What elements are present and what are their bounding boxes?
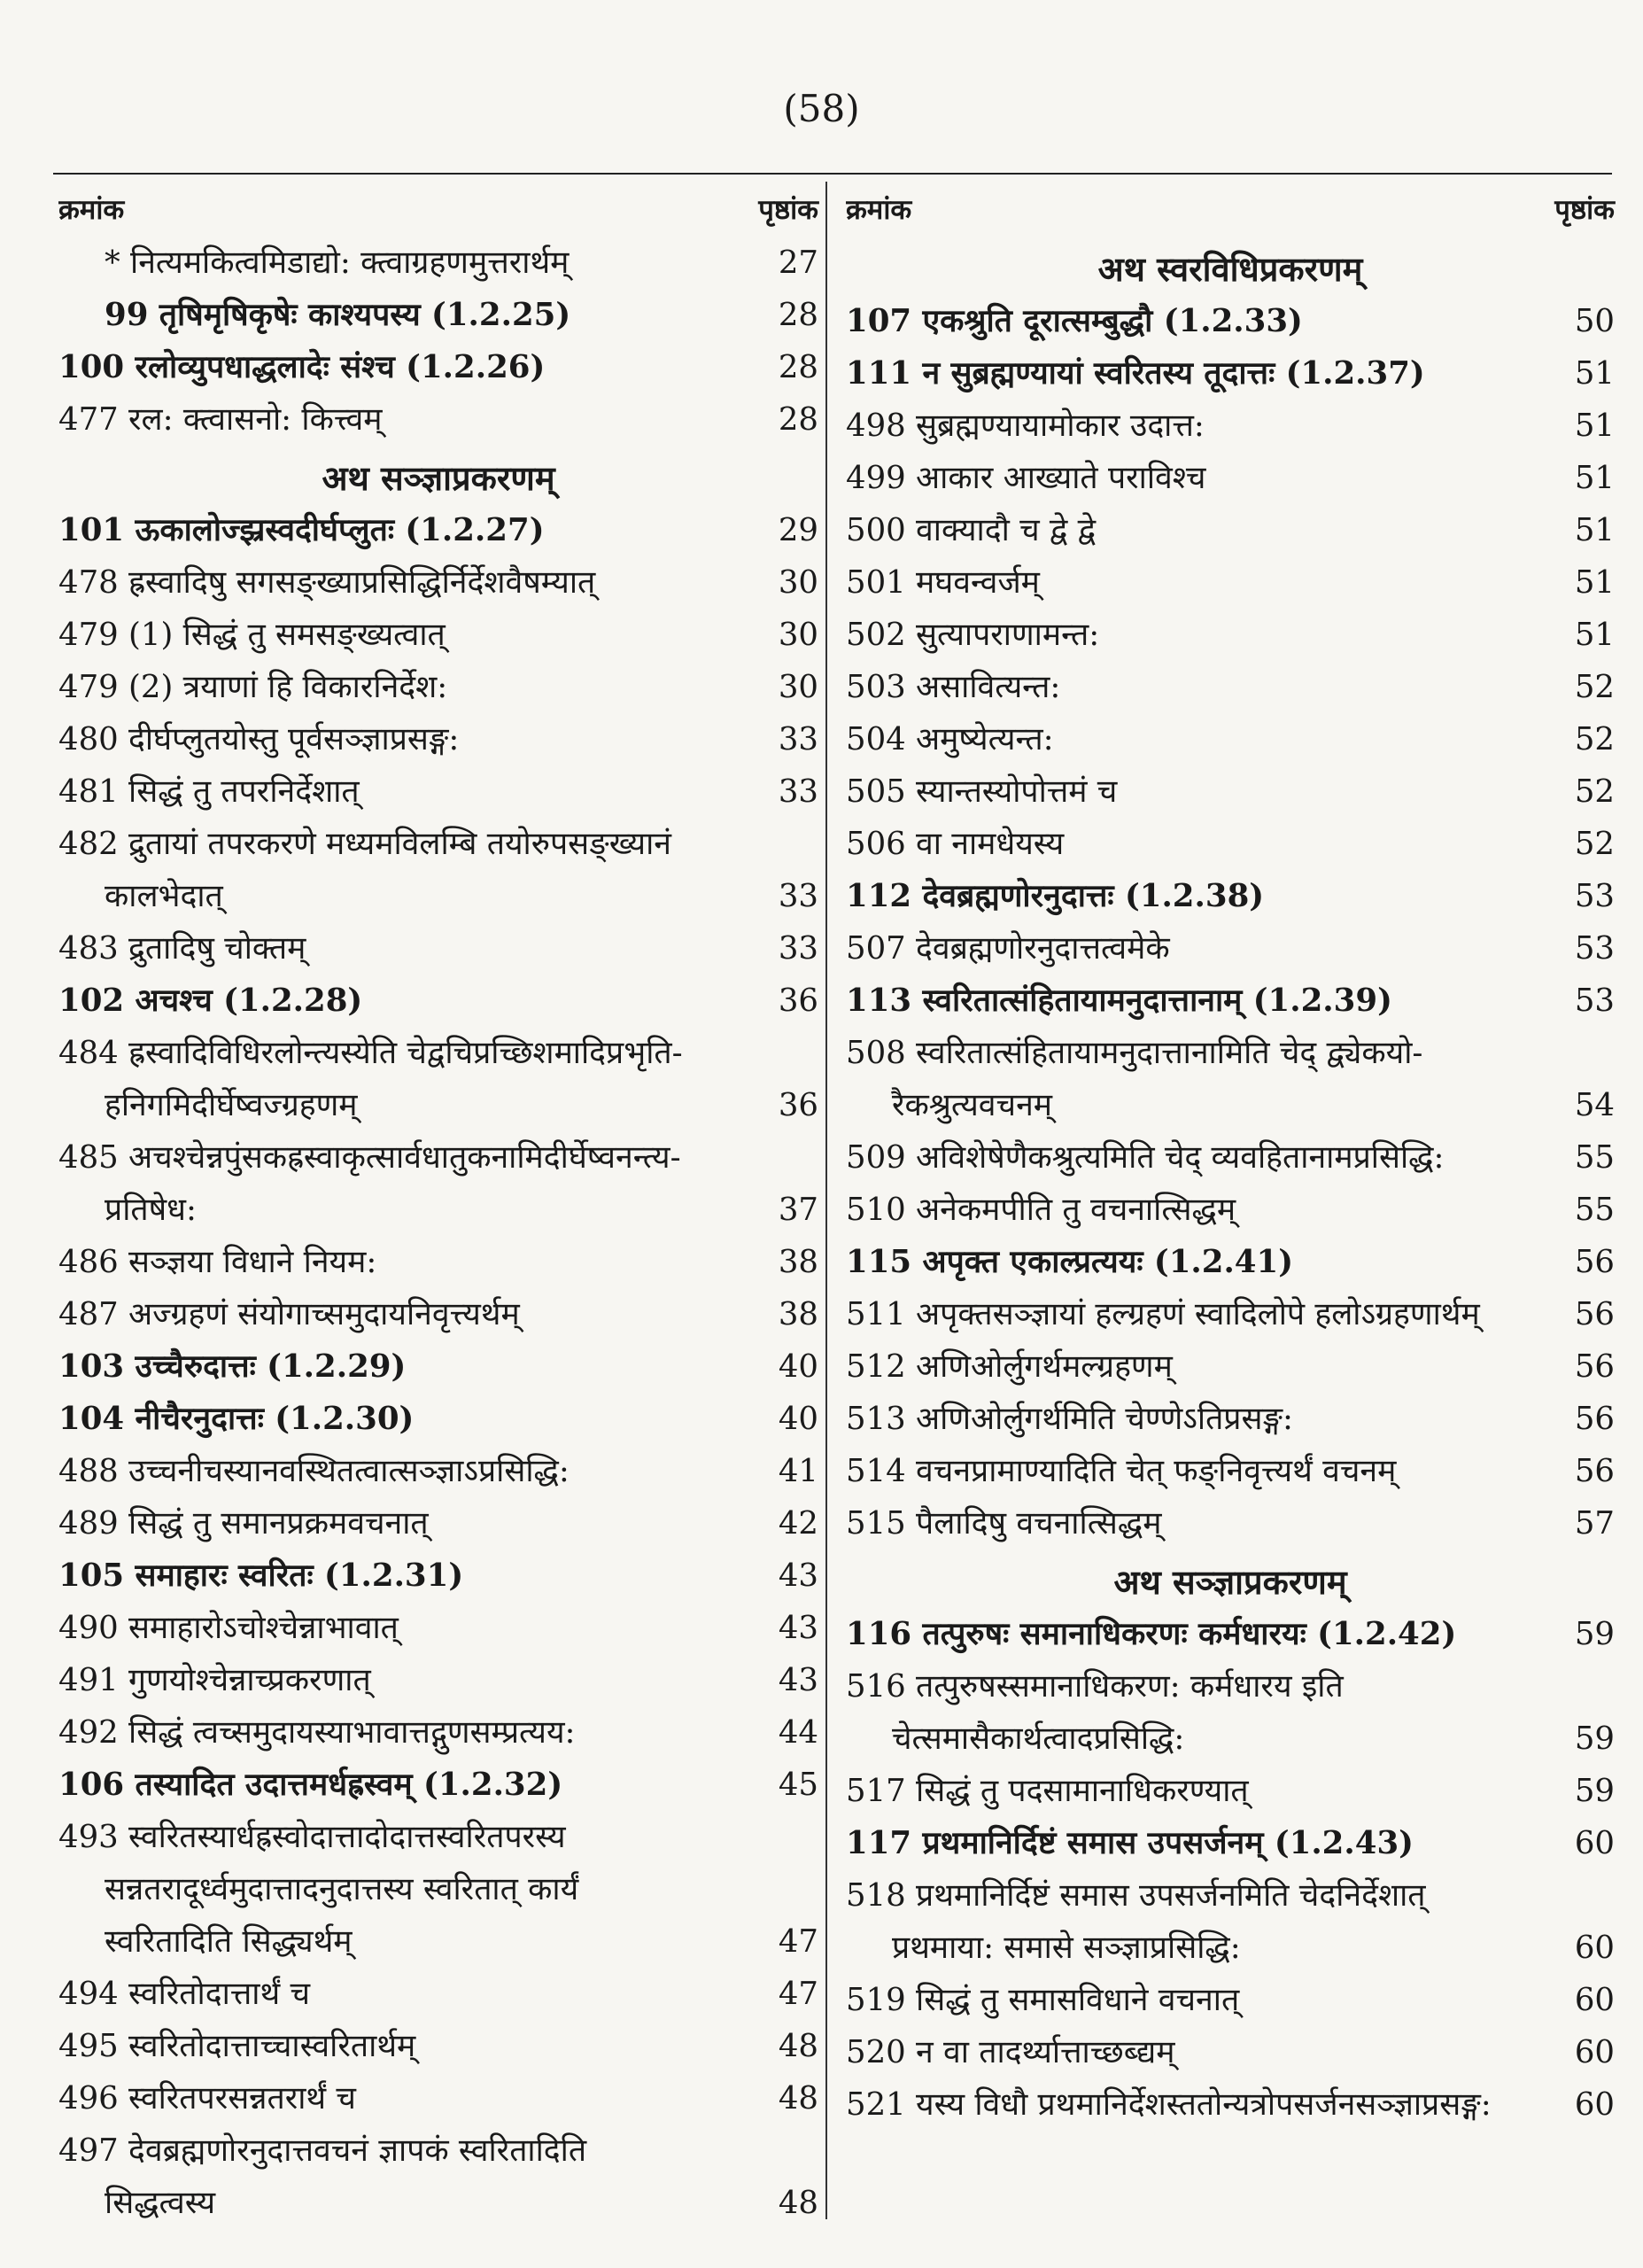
entry-text: 500 वाक्यादौ च द्वे द्वे xyxy=(846,512,1097,548)
left-column xyxy=(58,184,818,2229)
entry-text: 490 समाहारोऽचोश्चेन्नाभावात् xyxy=(58,1610,399,1646)
toc-entry xyxy=(58,237,818,289)
toc-entry xyxy=(58,1288,818,1340)
entry-page: 33 xyxy=(778,773,818,810)
entry-text: 489 सिद्धं तु समानप्रक्रमवचनात् xyxy=(58,1505,429,1542)
entry-text: प्रथमाया: समासे सञ्ज्ञाप्रसिद्धि: xyxy=(892,1930,1241,1966)
entry-page: 56 xyxy=(1574,1453,1615,1489)
entry-page: 56 xyxy=(1574,1244,1615,1280)
entry-text: 513 अणिओर्लुगर्थमिति चेण्णेऽतिप्रसङ्ग: xyxy=(846,1401,1293,1437)
entry-page: 33 xyxy=(778,721,818,757)
entry-page: 48 xyxy=(778,2080,818,2117)
entry-page: 27 xyxy=(778,245,818,281)
entry-page: 30 xyxy=(778,564,818,601)
entry-page: 38 xyxy=(778,1244,818,1280)
entry-text: 492 सिद्धं त्वच्समुदायस्याभावात्तद्गुणसम्प्रत्यय: xyxy=(58,1714,576,1751)
entry-text: 507 देवब्रह्मणोरनुदात्तत्वमेके xyxy=(846,930,1170,967)
section-heading-text: अथ स्वरविधिप्रकरणम् xyxy=(1097,249,1363,289)
toc-entry xyxy=(846,1608,1615,1660)
entry-page: 54 xyxy=(1574,1087,1615,1123)
toc-entry xyxy=(846,1817,1615,1869)
entry-text: 111 न सुब्रह्मण्यायां स्वरितस्य तूदात्तः (1.2.37) xyxy=(846,355,1425,392)
entry-text: 481 सिद्धं तु तपरनिर्देशात् xyxy=(58,773,360,810)
toc-entry xyxy=(58,818,818,870)
entry-page: 52 xyxy=(1574,669,1615,705)
entry-page: 41 xyxy=(778,1453,818,1489)
toc-entry xyxy=(58,341,818,393)
entry-page: 51 xyxy=(1574,564,1615,601)
entry-page: 43 xyxy=(778,1610,818,1646)
section-heading xyxy=(846,237,1615,295)
entry-page: 60 xyxy=(1574,1930,1615,1966)
entry-page: 51 xyxy=(1574,617,1615,653)
toc-entry xyxy=(58,1497,818,1550)
entry-text: कालभेदात् xyxy=(105,878,223,914)
entry-page: 38 xyxy=(778,1296,818,1332)
entry-text: 101 ऊकालोज्झ्रस्वदीर्घप्लुतः (1.2.27) xyxy=(58,512,545,548)
entry-page: 48 xyxy=(778,2185,818,2221)
entry-text: 116 तत्पुरुषः समानाधिकरणः कर्मधारयः (1.2.42) xyxy=(846,1616,1457,1652)
entry-text: 518 प्रथमानिर्दिष्टं समास उपसर्जनमिति चेदनिर्देशात् xyxy=(846,1877,1426,1914)
entry-text: 106 तस्यादित उदात्तमर्धह्रस्वम् (1.2.32) xyxy=(58,1767,563,1803)
entry-page: 36 xyxy=(778,983,818,1019)
toc-entry xyxy=(846,2078,1615,2131)
toc-entry xyxy=(58,1131,818,1184)
toc-entry xyxy=(58,2072,818,2124)
toc-entry xyxy=(846,1922,1615,1974)
entry-text: हनिगमिदीर्घेष्वज्ग्रहणम् xyxy=(105,1087,358,1123)
section-heading-text: अथ सञ्ज्ञाप्रकरणम् xyxy=(322,458,555,498)
toc-entry xyxy=(846,556,1615,609)
entry-text: 510 अनेकमपीति तु वचनात्सिद्धम् xyxy=(846,1192,1236,1228)
toc-entry xyxy=(846,661,1615,713)
toc-entry xyxy=(846,1079,1615,1131)
toc-entry xyxy=(846,922,1615,975)
toc-entry xyxy=(58,556,818,609)
entry-page: 47 xyxy=(778,1923,818,1960)
section-heading-text: अथ सञ्ज्ञाप्रकरणम् xyxy=(1113,1562,1347,1602)
entry-text: स्वरितादिति सिद्ध्यर्थम् xyxy=(105,1923,353,1960)
toc-entry xyxy=(58,1027,818,1079)
entry-text: 516 तत्पुरुषस्समानाधिकरण: कर्मधारय इति xyxy=(846,1668,1344,1705)
entry-page: 44 xyxy=(778,1714,818,1751)
section-heading xyxy=(58,446,818,504)
toc-entry xyxy=(58,1915,818,1968)
entry-text: 105 समाहारः स्वरितः (1.2.31) xyxy=(58,1557,464,1594)
entry-page: 48 xyxy=(778,2028,818,2064)
entry-page: 53 xyxy=(1574,878,1615,914)
entry-text: 491 गुणयोश्चेन्नाच्प्रकरणात् xyxy=(58,1662,371,1698)
entry-text: प्रतिषेध: xyxy=(105,1192,197,1228)
toc-entry xyxy=(846,400,1615,452)
entry-text: सन्नतरादूर्ध्वमुदात्तादनुदात्तस्य स्वरितात् कार्यं xyxy=(105,1871,579,1907)
entry-text: 494 स्वरितोदात्तार्थं च xyxy=(58,1976,311,2012)
entry-text: रैकश्रुत्यवचनम् xyxy=(892,1087,1053,1123)
entry-page: 51 xyxy=(1574,408,1615,444)
toc-entry xyxy=(58,713,818,765)
entry-text: 520 न वा तादर्थ्यात्ताच्छब्द्यम् xyxy=(846,2034,1175,2070)
entry-page: 33 xyxy=(778,930,818,967)
entry-text: 480 दीर्घप्लुतयोस्तु पूर्वसञ्ज्ञाप्रसङ्ग: xyxy=(58,721,460,757)
entry-page: 60 xyxy=(1574,2086,1615,2123)
entry-text: 497 देवब्रह्मणोरनुदात्तवचनं ज्ञापकं स्वरितादिति xyxy=(58,2132,587,2169)
entry-page: 56 xyxy=(1574,1401,1615,1437)
toc-entry xyxy=(58,1184,818,1236)
toc-entry xyxy=(58,1550,818,1602)
toc-entry xyxy=(58,661,818,713)
toc-entry xyxy=(58,1706,818,1759)
entry-text: * नित्यमकित्वमिडाद्यो: क्त्वाग्रहणमुत्तरार्थम् xyxy=(105,245,570,281)
entry-text: 102 अचश्च (1.2.28) xyxy=(58,983,363,1019)
toc-entry xyxy=(846,1288,1615,1340)
toc-entry xyxy=(58,1079,818,1131)
toc-entry xyxy=(58,1340,818,1393)
toc-entry xyxy=(846,452,1615,504)
column-header xyxy=(846,184,1615,237)
toc-entry xyxy=(58,1393,818,1445)
entry-page: 28 xyxy=(778,297,818,333)
entry-text: 495 स्वरितोदात्ताच्चास्वरितार्थम् xyxy=(58,2028,416,2064)
entry-text: 502 सुत्यापराणामन्त: xyxy=(846,617,1100,653)
entry-page: 45 xyxy=(778,1767,818,1803)
toc-entry xyxy=(846,1765,1615,1817)
toc-entry xyxy=(846,975,1615,1027)
entry-text: 488 उच्चनीचस्यानवस्थितत्वात्सञ्ज्ञाऽप्रसिद्धि: xyxy=(58,1453,570,1489)
entry-text: 504 अमुष्येत्यन्त: xyxy=(846,721,1054,757)
toc-entry xyxy=(846,870,1615,922)
entry-text: 496 स्वरितपरसन्नतरार्थं च xyxy=(58,2080,356,2117)
page-header: पृष्ठांक xyxy=(758,194,818,226)
toc-entry xyxy=(58,1602,818,1654)
entry-page: 47 xyxy=(778,1976,818,2012)
entry-text: चेत्समासैकार्थत्वादप्रसिद्धि: xyxy=(892,1720,1185,1757)
toc-entry xyxy=(58,289,818,341)
entry-text: 104 नीचैरनुदात्तः (1.2.30) xyxy=(58,1401,415,1437)
top-rule xyxy=(53,173,1612,175)
toc-entry xyxy=(58,1654,818,1706)
entry-page: 33 xyxy=(778,878,818,914)
entry-text: 519 सिद्धं तु समासविधाने वचनात् xyxy=(846,1982,1240,2018)
entry-page: 28 xyxy=(778,401,818,438)
toc-entry xyxy=(846,1393,1615,1445)
toc-entry xyxy=(846,818,1615,870)
entry-page: 52 xyxy=(1574,721,1615,757)
entry-text: 115 अपृक्त एकाल्प्रत्ययः (1.2.41) xyxy=(846,1244,1294,1280)
toc-entry xyxy=(846,713,1615,765)
entry-text: सिद्धत्वस्य xyxy=(105,2185,216,2221)
entry-page: 59 xyxy=(1574,1720,1615,1757)
entry-text: 477 रल: क्त्वासनो: कित्त्वम् xyxy=(58,401,383,438)
entry-text: 112 देवब्रह्मणोरनुदात्तः (1.2.38) xyxy=(846,878,1265,914)
page-number: (58) xyxy=(783,87,860,130)
entry-page: 59 xyxy=(1574,1616,1615,1652)
entry-text: 103 उच्चैरुदात्तः (1.2.29) xyxy=(58,1348,407,1385)
entry-text: 100 रलोव्युपधाद्धलादेः संश्च (1.2.26) xyxy=(58,349,546,385)
entry-text: 521 यस्य विधौ प्रथमानिर्देशस्ततोन्यत्रोपसर्जनसञ्ज्ञाप्रसङ्ग: xyxy=(846,2086,1492,2123)
entry-page: 42 xyxy=(778,1505,818,1542)
entry-page: 30 xyxy=(778,617,818,653)
serial-header: क्रमांक xyxy=(846,194,912,226)
entry-page: 56 xyxy=(1574,1296,1615,1332)
entry-text: 499 आकार आख्याते पराविश्च xyxy=(846,460,1206,496)
toc-entry xyxy=(846,1236,1615,1288)
entry-page: 43 xyxy=(778,1662,818,1698)
entry-text: 508 स्वरितात्संहितायामनुदात्तानामिति चेद् द्व्येकयो- xyxy=(846,1035,1423,1071)
entry-page: 52 xyxy=(1574,773,1615,810)
toc-entry xyxy=(58,1759,818,1811)
toc-entry xyxy=(58,1811,818,1863)
toc-entry xyxy=(846,1660,1615,1713)
toc-entry xyxy=(58,504,818,556)
entry-page: 59 xyxy=(1574,1773,1615,1809)
entry-page: 40 xyxy=(778,1401,818,1437)
entry-page: 51 xyxy=(1574,460,1615,496)
section-heading xyxy=(846,1550,1615,1608)
toc-entry xyxy=(846,1974,1615,2026)
entry-text: 517 सिद्धं तु पदसामानाधिकरण्यात् xyxy=(846,1773,1249,1809)
entry-text: 484 ह्रस्वादिविधिरलोन्त्यस्येति चेद्वचिप्रच्छिशमादिप्रभृति- xyxy=(58,1035,683,1071)
toc-entry xyxy=(58,2124,818,2177)
toc-entry xyxy=(846,295,1615,347)
entry-text: 486 सञ्ज्ञया विधाने नियम: xyxy=(58,1244,377,1280)
entry-page: 43 xyxy=(778,1557,818,1594)
entry-page: 53 xyxy=(1574,983,1615,1019)
entry-page: 36 xyxy=(778,1087,818,1123)
entry-text: 107 एकश्रुति दूरात्सम्बुद्धौ (1.2.33) xyxy=(846,303,1303,339)
toc-entry xyxy=(58,870,818,922)
entry-text: 487 अज्ग्रहणं संयोगाच्समुदायनिवृत्त्यर्थम् xyxy=(58,1296,520,1332)
toc-entry xyxy=(846,1184,1615,1236)
entry-text: 509 अविशेषेणैकश्रुत्यमिति चेद् व्यवहितानामप्रसिद्धि: xyxy=(846,1139,1445,1176)
entry-text: 482 द्रुतायां तपरकरणे मध्यमविलम्बि तयोरुपसङ्ख्यानं xyxy=(58,826,672,862)
toc-entry xyxy=(846,347,1615,400)
entry-page: 53 xyxy=(1574,930,1615,967)
serial-header: क्रमांक xyxy=(58,194,125,226)
toc-entry xyxy=(58,975,818,1027)
entry-text: 99 तृषिमृषिकृषेः काश्यपस्य (1.2.25) xyxy=(105,297,571,333)
right-entries xyxy=(846,237,1615,2131)
entry-page: 55 xyxy=(1574,1139,1615,1176)
entry-text: 498 सुब्रह्मण्यायामोकार उदात्त: xyxy=(846,408,1205,444)
entry-page: 60 xyxy=(1574,1982,1615,2018)
entry-page: 55 xyxy=(1574,1192,1615,1228)
entry-text: 485 अचश्चेन्नपुंसकह्रस्वाकृत्सार्वधातुकनामिदीर्घेष्वनन्त्य- xyxy=(58,1139,681,1176)
toc-entry xyxy=(846,1445,1615,1497)
toc-entry xyxy=(58,765,818,818)
toc-entry xyxy=(846,504,1615,556)
entry-page: 29 xyxy=(778,512,818,548)
entry-page: 56 xyxy=(1574,1348,1615,1385)
entry-text: 506 वा नामधेयस्य xyxy=(846,826,1065,862)
toc-entry xyxy=(58,1968,818,2020)
toc-entry xyxy=(58,1863,818,1915)
right-column xyxy=(846,184,1615,2131)
toc-entry xyxy=(846,609,1615,661)
entry-text: 505 स्यान्तस्योपोत्तमं च xyxy=(846,773,1118,810)
entry-text: 478 ह्रस्वादिषु सगसङ्ख्याप्रसिद्धिर्निर्देशवैषम्यात् xyxy=(58,564,596,601)
entry-text: 117 प्रथमानिर्दिष्टं समास उपसर्जनम् (1.2.43) xyxy=(846,1825,1414,1861)
entry-text: 479 (2) त्रयाणां हि विकारनिर्देश: xyxy=(58,669,448,705)
entry-text: 511 अपृक्तसञ्ज्ञायां हल्ग्रहणं स्वादिलोपे हलोऽग्रहणार्थम् xyxy=(846,1296,1480,1332)
entry-page: 51 xyxy=(1574,355,1615,392)
toc-entry xyxy=(58,2020,818,2072)
toc-entry xyxy=(846,2026,1615,2078)
toc-entry xyxy=(58,1445,818,1497)
entry-page: 60 xyxy=(1574,2034,1615,2070)
toc-entry xyxy=(846,1340,1615,1393)
entry-text: 512 अणिओर्लुगर्थमल्ग्रहणम् xyxy=(846,1348,1173,1385)
toc-entry xyxy=(846,1713,1615,1765)
toc-entry xyxy=(846,1869,1615,1922)
entry-text: 113 स्वरितात्संहितायामनुदात्तानाम् (1.2.39) xyxy=(846,983,1392,1019)
entry-page: 51 xyxy=(1574,512,1615,548)
toc-entry xyxy=(58,393,818,446)
toc-entry xyxy=(846,1027,1615,1079)
entry-text: 515 पैलादिषु वचनात्सिद्धम् xyxy=(846,1505,1162,1542)
column-header xyxy=(58,184,818,237)
toc-entry xyxy=(58,2177,818,2229)
toc-entry xyxy=(58,1236,818,1288)
column-divider xyxy=(825,182,827,2219)
toc-entry xyxy=(846,765,1615,818)
toc-entry xyxy=(846,1131,1615,1184)
entry-text: 503 असावित्यन्त: xyxy=(846,669,1061,705)
entry-text: 479 (1) सिद्धं तु समसङ्ख्यत्वात् xyxy=(58,617,446,653)
entry-page: 60 xyxy=(1574,1825,1615,1861)
toc-entry xyxy=(846,1497,1615,1550)
entry-text: 514 वचनप्रामाण्यादिति चेत् फङ्निवृत्त्यर्थं वचनम् xyxy=(846,1453,1397,1489)
entry-page: 50 xyxy=(1574,303,1615,339)
entry-text: 493 स्वरितस्यार्धह्रस्वोदात्तादोदात्तस्वरितपरस्य xyxy=(58,1819,566,1855)
left-entries xyxy=(58,237,818,2229)
entry-page: 28 xyxy=(778,349,818,385)
entry-page: 52 xyxy=(1574,826,1615,862)
entry-page: 40 xyxy=(778,1348,818,1385)
page-header: पृष्ठांक xyxy=(1554,194,1615,226)
entry-text: 501 मघवन्वर्जम् xyxy=(846,564,1040,601)
toc-entry xyxy=(58,609,818,661)
entry-text: 483 द्रुतादिषु चोक्तम् xyxy=(58,930,306,967)
toc-entry xyxy=(58,922,818,975)
entry-page: 30 xyxy=(778,669,818,705)
entry-page: 57 xyxy=(1574,1505,1615,1542)
entry-page: 37 xyxy=(778,1192,818,1228)
